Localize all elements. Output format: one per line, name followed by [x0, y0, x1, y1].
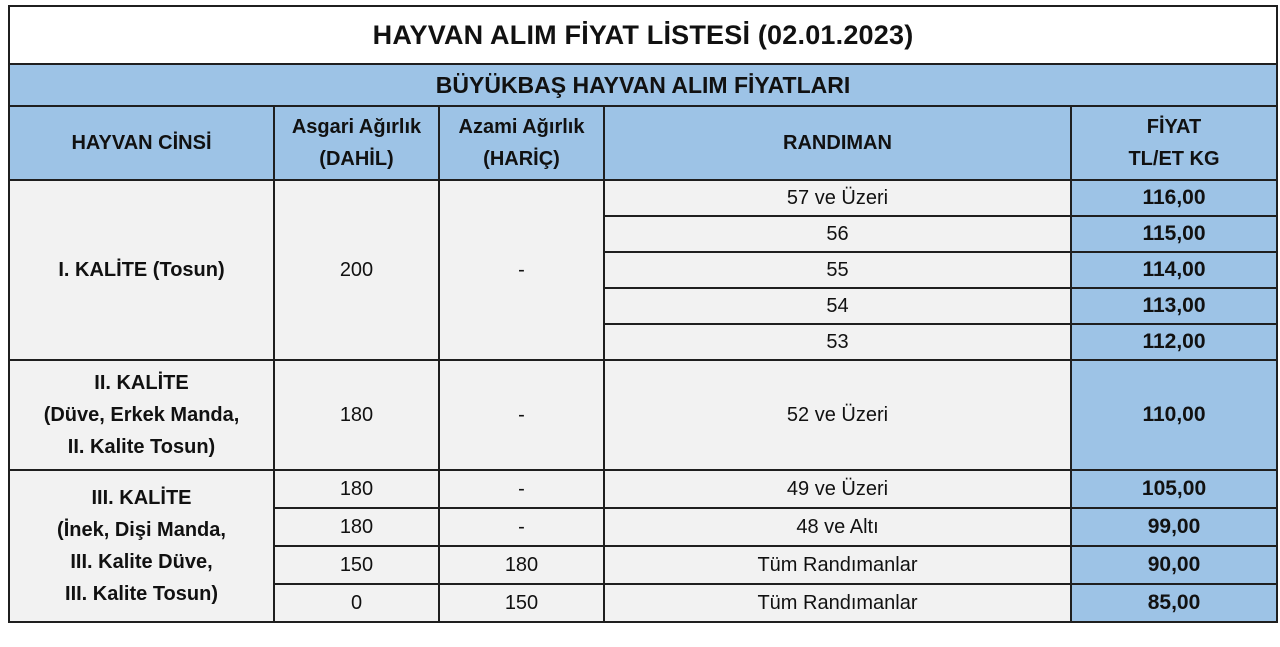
header-azami: [439, 106, 604, 180]
price-cell: 113,00: [1071, 288, 1277, 324]
randiman-cell: 56: [604, 216, 1071, 252]
group-label-line: I. KALİTE (Tosun): [58, 259, 225, 281]
price-cell: 99,00: [1071, 508, 1277, 546]
price-list: [8, 5, 1276, 623]
azami-cell: 150: [439, 584, 604, 622]
randiman-cell: 55: [604, 252, 1071, 288]
azami-cell: -: [439, 470, 604, 508]
price-cell: 116,00: [1071, 180, 1277, 216]
group-label-1: [9, 180, 274, 360]
header-azami-line1: Azami Ağırlık: [458, 116, 585, 138]
header-row: [9, 106, 1277, 180]
price-cell: 115,00: [1071, 216, 1277, 252]
header-asgari-line1: Asgari Ağırlık: [291, 116, 422, 138]
table-row: [9, 470, 1277, 508]
randiman-cell: 53: [604, 324, 1071, 360]
randiman-cell: 54: [604, 288, 1071, 324]
header-azami-line2: (HARİÇ): [483, 148, 560, 170]
header-asgari-line2: (DAHİL): [319, 148, 394, 170]
price-table: [8, 5, 1278, 623]
asgari-cell: 200: [274, 180, 439, 360]
header-cinsi: HAYVAN CİNSİ: [9, 106, 274, 180]
header-fiyat-line2: TL/ET KG: [1128, 148, 1220, 170]
group-label-line: III. Kalite Tosun): [65, 583, 218, 605]
price-cell: 90,00: [1071, 546, 1277, 584]
header-fiyat-line1: FİYAT: [1146, 116, 1202, 138]
randiman-cell: 48 ve Altı: [604, 508, 1071, 546]
group-label-line: II. Kalite Tosun): [67, 436, 216, 458]
table-row: [9, 180, 1277, 216]
group-label-2: [9, 360, 274, 470]
asgari-cell: 180: [274, 508, 439, 546]
azami-cell: 180: [439, 546, 604, 584]
azami-cell: -: [439, 360, 604, 470]
table-row: [9, 360, 1277, 470]
group-label-line: II. KALİTE: [94, 372, 189, 394]
asgari-cell: 180: [274, 360, 439, 470]
header-fiyat: [1071, 106, 1277, 180]
randiman-cell: Tüm Randımanlar: [604, 546, 1071, 584]
price-cell: 105,00: [1071, 470, 1277, 508]
group-label-line: (Düve, Erkek Manda,: [43, 404, 240, 426]
asgari-cell: 150: [274, 546, 439, 584]
section-title: BÜYÜKBAŞ HAYVAN ALIM FİYATLARI: [9, 64, 1277, 106]
asgari-cell: 0: [274, 584, 439, 622]
group-label-line: (İnek, Dişi Manda,: [57, 519, 226, 541]
randiman-cell: 52 ve Üzeri: [604, 360, 1071, 470]
page-title: HAYVAN ALIM FİYAT LİSTESİ (02.01.2023): [9, 6, 1277, 64]
price-cell: 110,00: [1071, 360, 1277, 470]
group-label-line: III. Kalite Düve,: [70, 551, 213, 573]
group-label-3: [9, 470, 274, 622]
header-randiman: RANDIMAN: [604, 106, 1071, 180]
header-asgari: [274, 106, 439, 180]
asgari-cell: 180: [274, 470, 439, 508]
azami-cell: -: [439, 180, 604, 360]
price-cell: 112,00: [1071, 324, 1277, 360]
randiman-cell: 57 ve Üzeri: [604, 180, 1071, 216]
azami-cell: -: [439, 508, 604, 546]
price-cell: 114,00: [1071, 252, 1277, 288]
group-label-line: III. KALİTE: [91, 487, 192, 509]
randiman-cell: Tüm Randımanlar: [604, 584, 1071, 622]
randiman-cell: 49 ve Üzeri: [604, 470, 1071, 508]
price-cell: 85,00: [1071, 584, 1277, 622]
